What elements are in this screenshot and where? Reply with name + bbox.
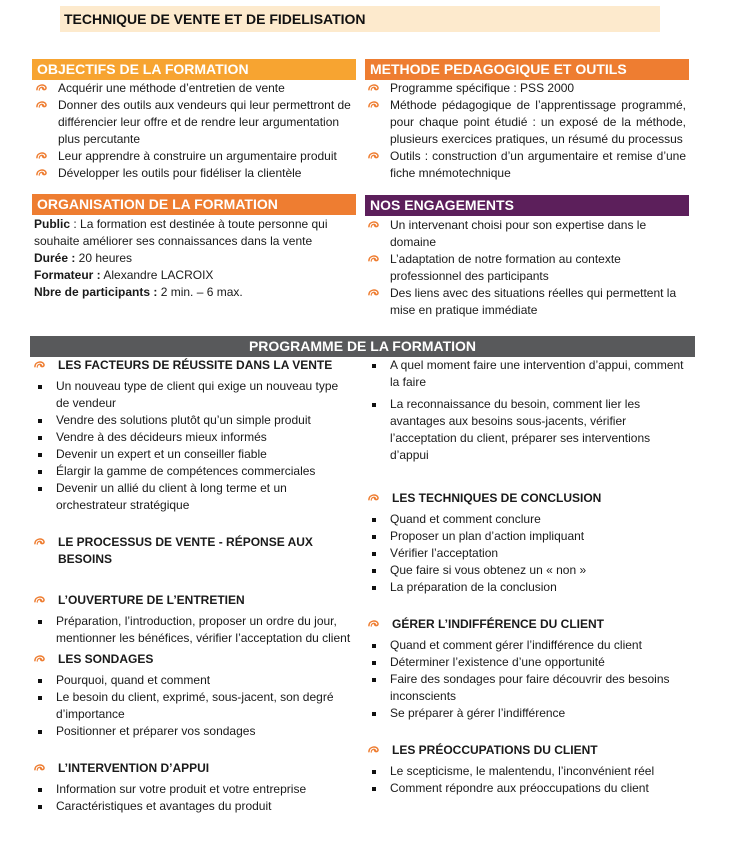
list-item: La reconnaissance du besoin, comment lier les avantages aux besoins sous-jacents, vérifier l’acceptation du client, préparer ses interventions d’appui (368, 396, 688, 464)
list-item: Donner des outils aux vendeurs qui leur permettront de différencier leur offre et de rendre leur argumentation plus percutante (36, 97, 356, 148)
swirl-bullet-icon (368, 82, 379, 92)
swirl-bullet-icon (368, 219, 379, 229)
programme-header: PROGRAMME DE LA FORMATION (30, 336, 695, 356)
list-item: Un nouveau type de client qui exige un nouveau type de vendeur (34, 378, 352, 412)
list-item: Le scepticisme, le malentendu, l’inconvénient réel (368, 763, 688, 780)
formateur-row: Formateur : Alexandre LACROIX (34, 268, 214, 282)
swirl-bullet-icon (368, 492, 379, 502)
list-item: Le besoin du client, exprimé, sous-jacent, son degré d’importance (34, 689, 352, 723)
methode-list (368, 80, 686, 182)
list-item: Devenir un expert et un conseiller fiable (34, 446, 352, 463)
swirl-bullet-icon (36, 99, 47, 109)
list-item: Un intervenant choisi pour son expertise dans le domaine (368, 217, 686, 251)
programme-left-column (34, 357, 352, 815)
list-item: Comment répondre aux préoccupations du client (368, 780, 688, 797)
list-item: Leur apprendre à construire un argumentaire produit (36, 148, 356, 165)
swirl-bullet-icon (34, 762, 45, 772)
section-title: LES SONDAGES (34, 651, 352, 668)
list-item: La préparation de la conclusion (368, 579, 688, 596)
swirl-bullet-icon (36, 167, 47, 177)
list-item: Vendre à des décideurs mieux informés (34, 429, 352, 446)
objectifs-list (36, 80, 356, 182)
swirl-bullet-icon (34, 653, 45, 663)
list-item: Devenir un allié du client à long terme et un orchestrateur stratégique (34, 480, 352, 514)
swirl-bullet-icon (368, 253, 379, 263)
engagements-list (368, 217, 686, 319)
swirl-bullet-icon (34, 594, 45, 604)
list-item: Pourquoi, quand et comment (34, 672, 352, 689)
swirl-bullet-icon (368, 744, 379, 754)
list-item: Que faire si vous obtenez un « non » (368, 562, 688, 579)
list-item: Proposer un plan d’action impliquant (368, 528, 688, 545)
list-item: Déterminer l’existence d’une opportunité (368, 654, 688, 671)
duree-row: Durée : 20 heures (34, 251, 133, 265)
swirl-bullet-icon (36, 82, 47, 92)
objectifs-header: OBJECTIFS DE LA FORMATION (32, 59, 356, 80)
section-title: GÉRER L’INDIFFÉRENCE DU CLIENT (368, 616, 688, 633)
swirl-bullet-icon (36, 150, 47, 160)
list-item: Information sur votre produit et votre entreprise (34, 781, 352, 798)
list-item: Des liens avec des situations réelles qui permettent la mise en pratique immédiate (368, 285, 686, 319)
section-title: L’INTERVENTION D’APPUI (34, 760, 352, 777)
title-bar (60, 6, 660, 32)
list-item: Préparation, l’introduction, proposer un ordre du jour, mentionner les bénéfices, vérifier l’acceptation du client (34, 613, 352, 647)
list-item: Se préparer à gérer l’indifférence (368, 705, 688, 722)
public-row: Public : La formation est destinée à toute personne qui souhaite améliorer ses connaissances dans la vente (34, 217, 328, 248)
swirl-bullet-icon (368, 618, 379, 628)
organisation-header: ORGANISATION DE LA FORMATION (32, 194, 356, 215)
list-item: Vendre des solutions plutôt qu’un simple produit (34, 412, 352, 429)
swirl-bullet-icon (34, 359, 45, 369)
list-item: Positionner et préparer vos sondages (34, 723, 352, 740)
list-item: Faire des sondages pour faire découvrir des besoins inconscients (368, 671, 688, 705)
section-title: LES FACTEURS DE RÉUSSITE DANS LA VENTE (34, 357, 352, 374)
list-item: Caractéristiques et avantages du produit (34, 798, 352, 815)
list-item: Programme spécifique : PSS 2000 (368, 80, 686, 97)
swirl-bullet-icon (368, 287, 379, 297)
list-item: Quand et comment gérer l’indifférence du client (368, 637, 688, 654)
programme-right-column (368, 357, 688, 797)
list-item: Méthode pédagogique de l’apprentissage programmé, pour chaque point étudié : un exposé de la méthode, plusieurs exercices pratiques, un résumé du processus (368, 97, 686, 148)
swirl-bullet-icon (368, 99, 379, 109)
list-item: Acquérir une méthode d’entretien de vente (36, 80, 356, 97)
list-item: Outils : construction d’un argumentaire et remise d’une fiche mnémotechnique (368, 148, 686, 182)
section-title: LE PROCESSUS DE VENTE - RÉPONSE AUX BESOINS (34, 534, 352, 568)
methode-header: METHODE PEDAGOGIQUE ET OUTILS (365, 59, 689, 80)
section-title: LES TECHNIQUES DE CONCLUSION (368, 490, 688, 507)
participants-row: Nbre de participants : 2 min. – 6 max. (34, 285, 243, 299)
list-item: Quand et comment conclure (368, 511, 688, 528)
page-title: TECHNIQUE DE VENTE ET DE FIDELISATION (64, 11, 366, 27)
organisation-info (34, 216, 356, 301)
list-item: Élargir la gamme de compétences commerciales (34, 463, 352, 480)
engagements-header: NOS ENGAGEMENTS (365, 195, 689, 216)
list-item: Développer les outils pour fidéliser la clientèle (36, 165, 356, 182)
list-item: L’adaptation de notre formation au contexte professionnel des participants (368, 251, 686, 285)
swirl-bullet-icon (368, 150, 379, 160)
section-title: LES PRÉOCCUPATIONS DU CLIENT (368, 742, 688, 759)
swirl-bullet-icon (34, 536, 45, 546)
list-item: A quel moment faire une intervention d’appui, comment la faire (368, 357, 688, 391)
section-title: L’OUVERTURE DE L’ENTRETIEN (34, 592, 352, 609)
list-item: Vérifier l’acceptation (368, 545, 688, 562)
